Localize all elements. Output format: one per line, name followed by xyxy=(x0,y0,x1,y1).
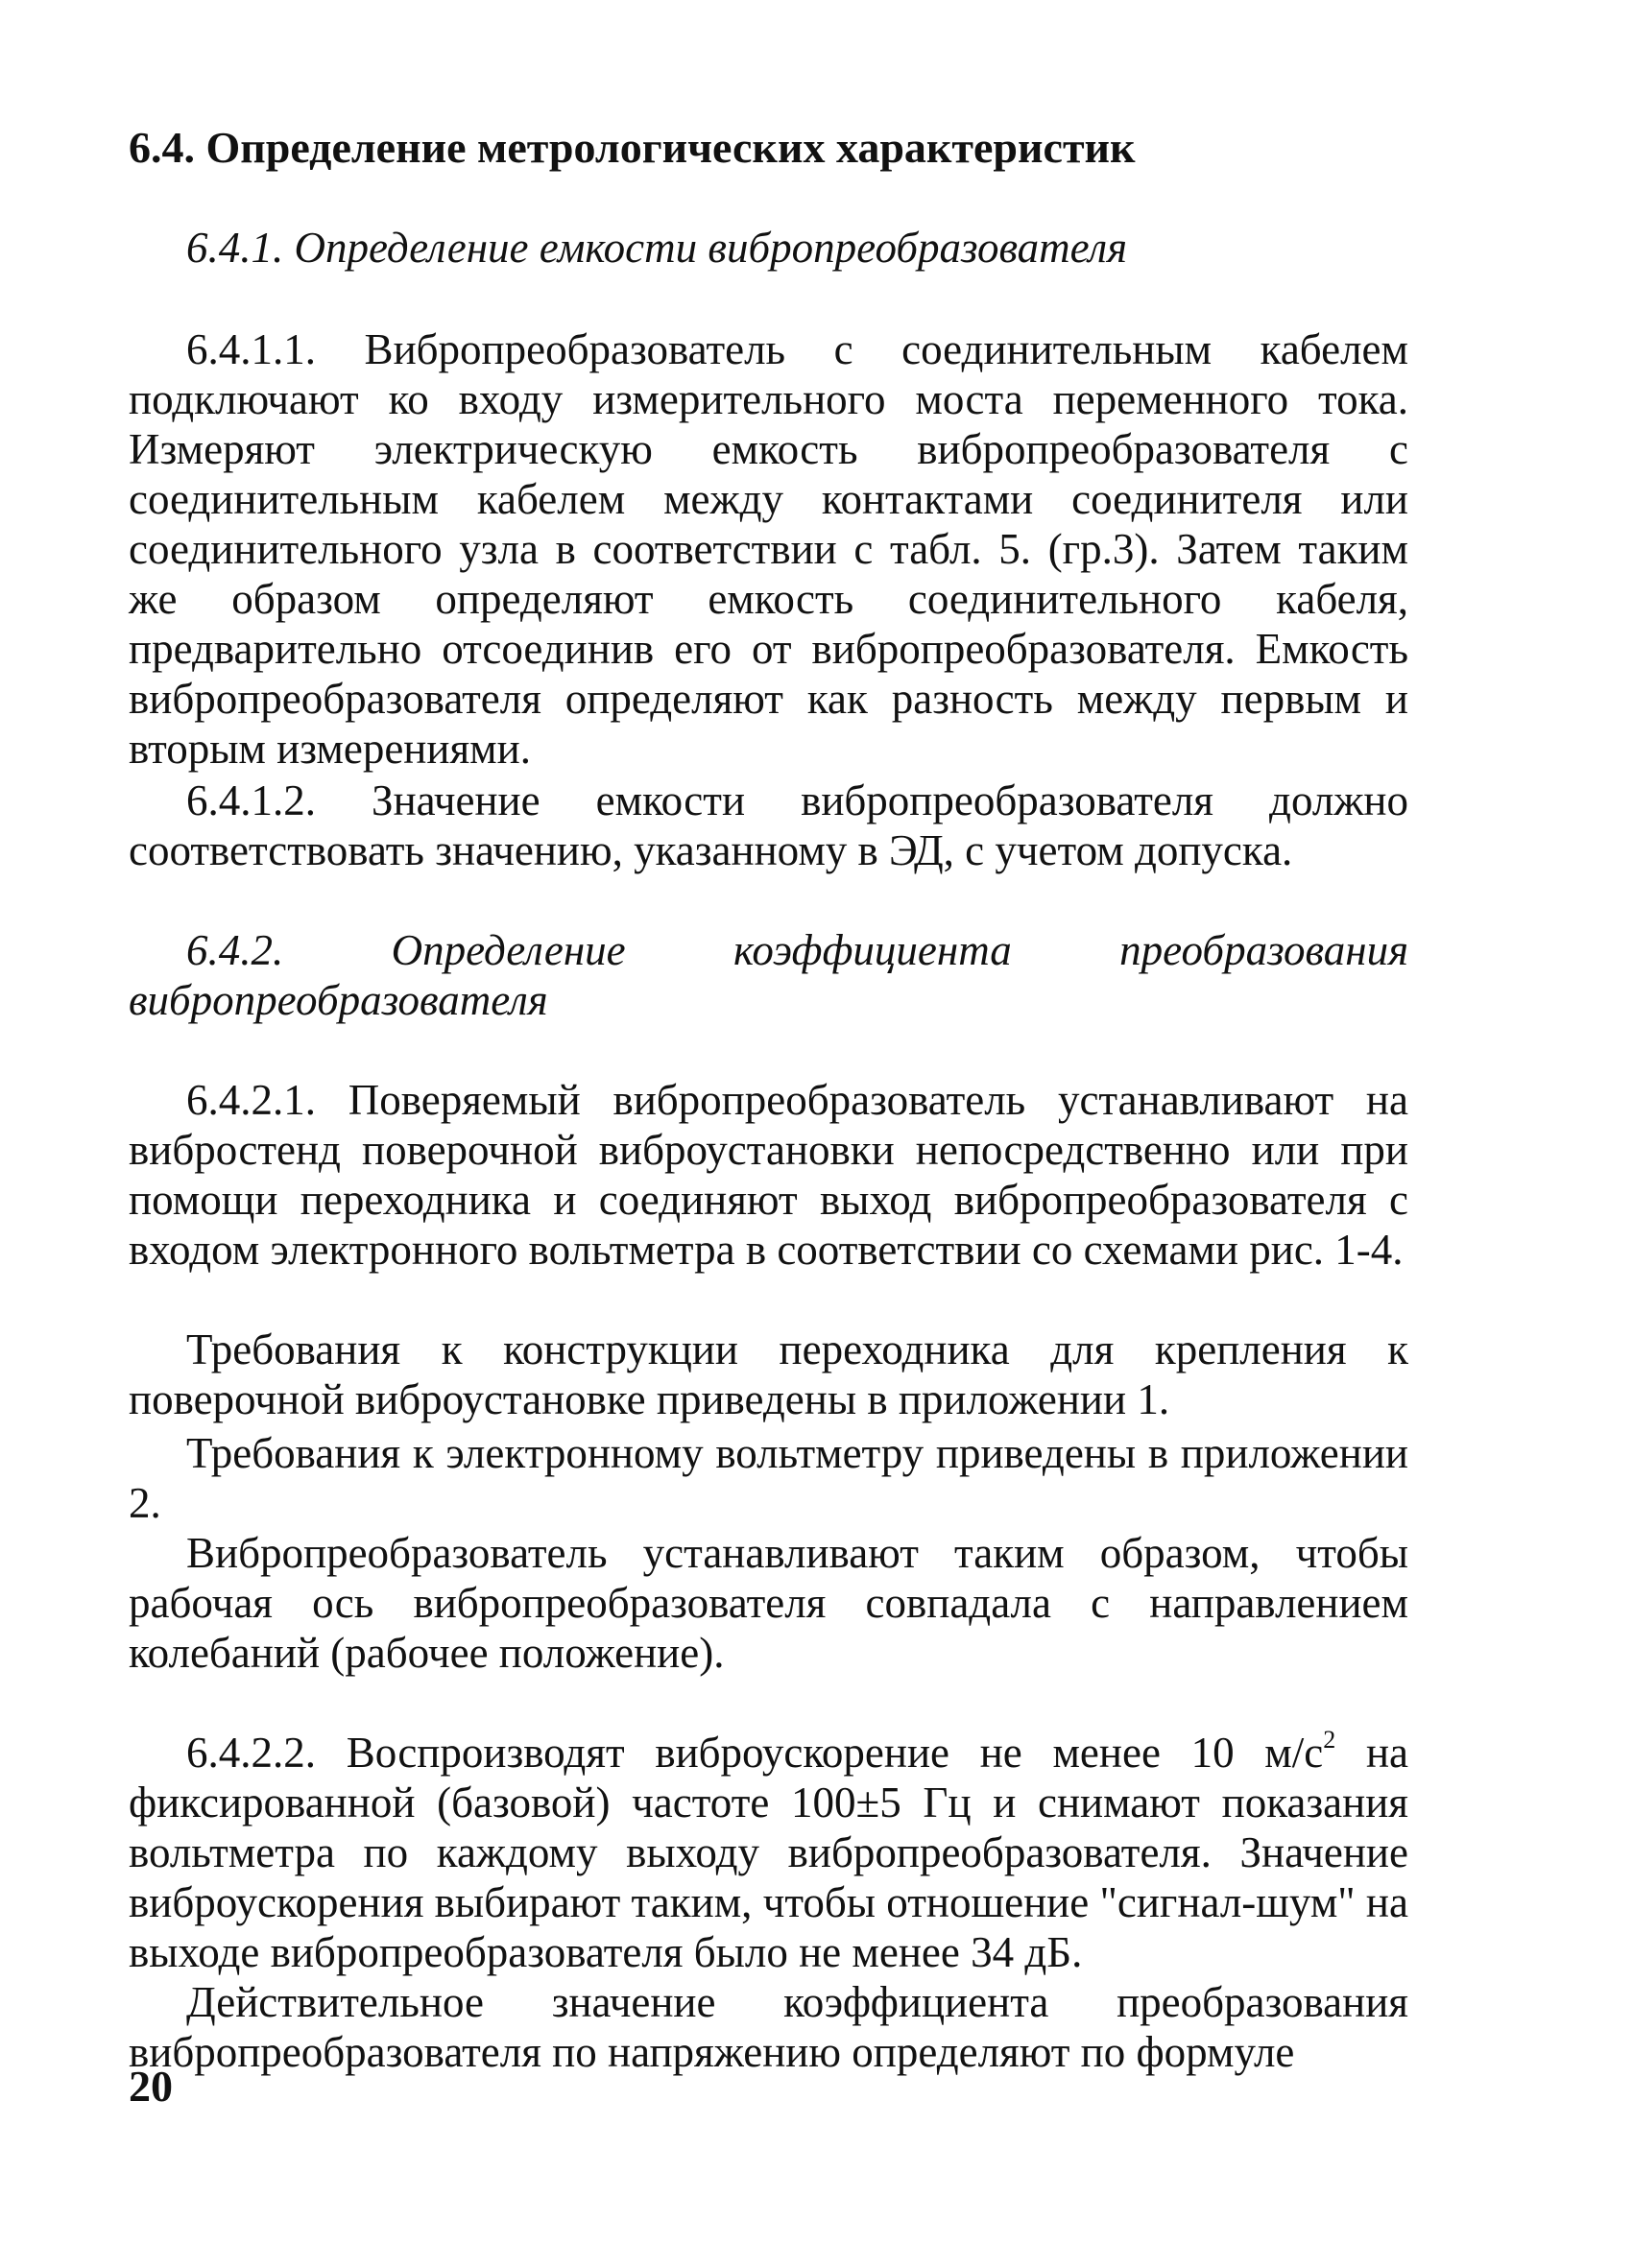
paragraph-voltmeter-requirements: Требования к электронному вольтметру приведены в приложении 2. xyxy=(129,1429,1408,1527)
paragraph-mounting: Вибропреобразователь устанавливают таким образом, чтобы рабочая ось вибропреобразователя совпадала с направлением колебаний (рабочее положение). xyxy=(129,1529,1408,1677)
paragraph-6-4-1-2: 6.4.1.2. Значение емкости вибропреобразователя должно соответствовать значению, указанному в ЭД, с учетом допуска. xyxy=(129,776,1408,874)
paragraph-6-4-2-2 xyxy=(129,1728,1408,1977)
paragraph-6-4-2-1: 6.4.2.1. Поверяемый вибропреобразователь устанавливают на вибростенд поверочной виброустановки непосредственно или при помощи переходника и соединяют выход вибропреобразователя с входом электронного вольтметра в соответствии со схемами рис. 1-4. xyxy=(129,1076,1408,1274)
paragraph-6-4-2-2-end: на фиксированной (базовой) частоте 100±5 Гц и снимают показания вольтметра по каждому выходу вибропреобразователя. Значение виброускорения выбирают таким, чтобы отношение "сигнал-шум" на выходе вибропреобразователя было не менее 34 дБ. xyxy=(129,1729,1408,1976)
paragraph-adapter-requirements: Требования к конструкции переходника для крепления к поверочной виброустановке приведены в приложении 1. xyxy=(129,1325,1408,1423)
paragraph-6-4-1-1: 6.4.1.1. Вибропреобразователь с соединительным кабелем подключают ко входу измерительного моста переменного тока. Измеряют электрическую емкость вибропреобразователя с соединительным кабелем между контактами соединителя или соединительного узла в соответствии с табл. 5. (гр.3). Затем таким же образом определяют емкость соединительного кабеля, предварительно отсоединив его от вибропреобразователя. Емкость вибропреобразователя определяют как разность между первым и вторым измерениями. xyxy=(129,325,1408,773)
superscript-2: 2 xyxy=(1323,1726,1336,1754)
paragraph-formula-intro: Действительное значение коэффициента преобразования вибропреобразователя по напряжению определяют по формуле xyxy=(129,1978,1408,2076)
section-heading: 6.4. Определение метрологических характеристик xyxy=(129,123,1136,172)
subsection-title-6-4-2: 6.4.2. Определение коэффициента преобразования вибропреобразователя xyxy=(129,926,1408,1024)
subsection-title-6-4-1: 6.4.1. Определение емкости вибропреобразователя xyxy=(186,224,1128,272)
page-number: 20 xyxy=(129,2062,173,2111)
paragraph-6-4-2-2-start: 6.4.2.2. Воспроизводят виброускорение не менее 10 м/с xyxy=(186,1729,1324,1777)
